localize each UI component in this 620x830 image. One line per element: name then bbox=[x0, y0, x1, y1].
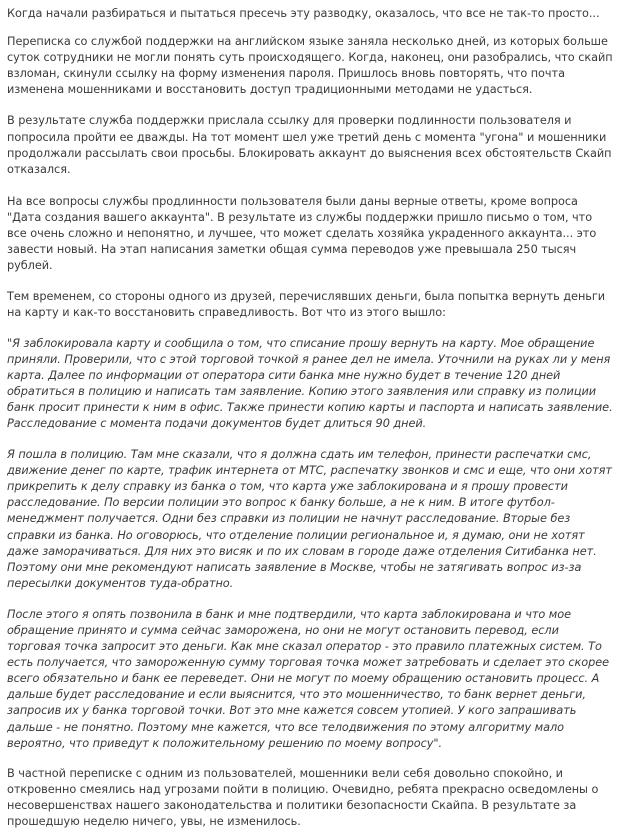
quote-block bbox=[7, 336, 614, 752]
quote-paragraph-bank: "Я заблокировала карту и сообщила о том, что списание прошу вернуть на карту. Мое обращение приняли. Проверили, что с этой торговой точкой я ранее дел не имела. Уточнили на руках ли у меня карта. Далее по информации от оператора сити банка мне нужно будет в течение 120 дней обратиться в полицию и написать там заявление. Копию этого заявления или справку из полиции банк просит принести к ним в офис. Также принести копию карты и паспорта и написать заявление. Расследование с момента подачи документов будет длиться 90 дней. bbox=[7, 336, 613, 430]
quote-paragraph-police: Я пошла в полицию. Там мне сказали, что я должна сдать им телефон, принести распечатки смс, движение денег по карте, трафик интернета от МТС, распечатку звонков и смс и еще, что они хотят прикрепить к делу справку из банка о том, что карта уже заблокирована и я прошу провести расследование. По версии полиции это вопрос к банку больше, а не к ним. В итоге футбол-менеджмент получается. Одни без справки из полиции не начнут расследование. Вторые без справки из банка. Но оговорюсь, что отделение полиции региональное и, я думаю, они не хотят даже заморачиваться. Для них это висяк и по их словам в городе даже отделения Ситибанка нет. Поэтому они мне рекомендуют написать заявление в Москве, чтобы не затягивать вопрос из-за пересылки документов туда-обратно. bbox=[7, 448, 612, 590]
quote-paragraph-bank-again: После этого я опять позвонила в банк и мне подтвердили, что карта заблокирована и что мое обращение принято и сумма сейчас заморожена, но они не могут остановить перевод, если торговая точка запросит это деньги. Как мне сказал оператор - это правило платежных систем. То есть получается, что замороженную сумму торговая точка может затребовать и сделает это скорее всего обязательно и банк ее переведет. Они не могут по моему обращению остановить процесс. А дальше будет расследование и если выяснится, что это мошенничество, то банк вернет деньги, запросив их у банка торговой точки. Вот это мне кажется совсем утопией. У кого запрашивать дальше - не понятно. Поэтому мне кажется, что все телодвижения по этому алгоритму мало вероятно, что приведут к положительному решению по моему вопросу". bbox=[7, 607, 610, 750]
paragraph-verification-answers: На все вопросы службы продлинности пользователя были даны верные ответы, кроме вопроса "Дата создания вашего аккаунта". В результате из службы поддержки пришло письмо о том, что все очень сложно и непонятно, и лучшее, что может сделать хозяйка украденного аккаунта... это завести новый. На этап написания заметки общая сумма переводов уже превышала 250 тысяч рублей. bbox=[7, 194, 597, 273]
paragraph-refund-attempt: Тем временем, со стороны одного из друзей, перечислявших деньги, была попытка вернуть деньги на карту и как-то восстановить справедливость. Вот что из этого вышло: bbox=[7, 290, 606, 320]
paragraph-closing: В частной переписке с одним из пользователей, мошенники вели себя довольно спокойно, и откровенно смеялись над угрозами пойти в полицию. Очевидно, ребята прекрасно осведомлены о несовершенствах нашего законодательства и политики безопасности Скайпа. В результате за прошедшую неделю ничего, увы, не изменилось. bbox=[7, 766, 599, 829]
paragraph-verification-link: В результате служба поддержки прислала ссылку для проверки подлинности пользователя и попросила пройти ее дважды. На тот момент шел уже третий день с момента "угона" и мошенники продолжали рассылать свои просьбы. Блокировать аккаунт до выяснения всех обстоятельств Скайп отказался. bbox=[7, 114, 612, 176]
paragraph-support-correspondence: Переписка со службой поддержки на английском языке заняла несколько дней, из которых больше суток сотрудники не могли понять суть происходящего. Когда, наконец, они разобрались, что скайп взломан, скинули ссылку на форму изменения пароля. Пришлось вновь повторять, что почта изменена мошенниками и восстановить доступ традиционными методами не удасться. bbox=[7, 35, 613, 97]
paragraph-intro: Когда начали разбираться и пытаться пресечь эту разводку, оказалось, что все не так-то просто... bbox=[7, 7, 600, 20]
